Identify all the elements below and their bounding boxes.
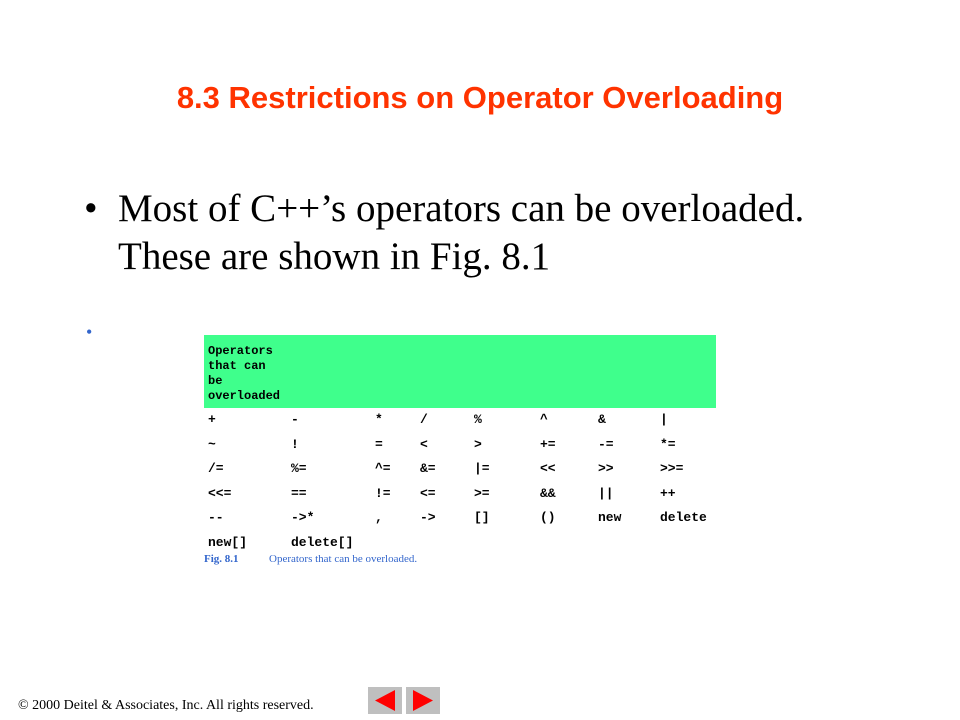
header-line: that can: [208, 359, 266, 373]
operator-cell: ||: [598, 485, 614, 501]
operator-row: [204, 457, 716, 482]
header-line: be: [208, 374, 223, 388]
operator-cell: !=: [375, 485, 391, 501]
operator-cell: !: [291, 436, 299, 452]
operator-cell: >=: [474, 485, 490, 501]
slide-title: 8.3 Restrictions on Operator Overloading: [176, 80, 784, 115]
operator-cell: new: [598, 510, 622, 525]
header-line: Operators: [208, 344, 273, 358]
operator-cell: *: [375, 412, 383, 427]
operator-cell: &: [598, 412, 606, 427]
operator-cell: >: [474, 436, 482, 452]
empty-bullet: •: [86, 322, 93, 342]
operator-cell: =: [375, 436, 383, 452]
operator-cell: &&: [540, 485, 556, 501]
operator-cell: <<=: [208, 485, 232, 501]
caption-figure-number: Fig. 8.1: [204, 553, 239, 565]
operator-cell: %=: [291, 461, 307, 476]
next-slide-button[interactable]: [406, 687, 440, 714]
operator-cell: ,: [375, 510, 383, 525]
operator-cell: delete: [660, 510, 707, 525]
operator-cell: /=: [208, 461, 224, 476]
previous-slide-button[interactable]: [368, 687, 402, 714]
caption-text: Operators that can be overloaded.: [269, 553, 418, 565]
bullet-marker: •: [84, 187, 98, 230]
bullet-text: Most of C++’s operators can be overloaded. These are shown in Fig. 8.1: [118, 187, 805, 278]
operator-cell: <: [420, 436, 428, 452]
operator-row: [204, 482, 716, 507]
operators-table: [204, 335, 716, 555]
operator-row: [204, 408, 716, 433]
operator-cell: /: [420, 412, 428, 427]
operator-cell: &=: [420, 461, 436, 476]
operator-cell: <=: [420, 485, 436, 501]
figure-caption: [204, 553, 418, 565]
operator-row: [204, 506, 716, 531]
operator-cell: <<: [540, 461, 556, 476]
operator-cell: (): [540, 510, 556, 525]
operator-cell: *=: [660, 436, 676, 452]
operator-cell: --: [208, 510, 224, 525]
operator-cell: ->: [420, 510, 436, 525]
table-header: [204, 335, 716, 408]
operator-cell: ->*: [291, 510, 315, 525]
operator-cell: -: [291, 412, 299, 427]
operator-row: [204, 531, 716, 556]
header-line: overloaded: [208, 389, 281, 403]
operator-cell: |: [660, 412, 668, 427]
operator-cell: ~: [208, 436, 216, 452]
operator-cell: |=: [474, 461, 490, 476]
operator-cell: []: [474, 510, 490, 525]
operators-body: [204, 408, 716, 555]
operator-cell: new[]: [208, 534, 248, 550]
operator-cell: +: [208, 412, 216, 427]
operator-cell: >>: [598, 461, 614, 476]
operator-cell: ++: [660, 485, 676, 501]
operator-cell: ^=: [375, 461, 391, 476]
operator-cell: ^: [540, 412, 548, 427]
operator-cell: delete[]: [291, 534, 354, 550]
operator-cell: >>=: [660, 461, 684, 476]
operator-cell: +=: [540, 436, 556, 452]
operator-cell: ==: [291, 485, 307, 501]
copyright-notice: © 2000 Deitel & Associates, Inc. All rights reserved.: [18, 698, 314, 713]
operator-cell: -=: [598, 436, 614, 452]
operator-cell: %: [474, 412, 482, 427]
operator-row: [204, 433, 716, 458]
